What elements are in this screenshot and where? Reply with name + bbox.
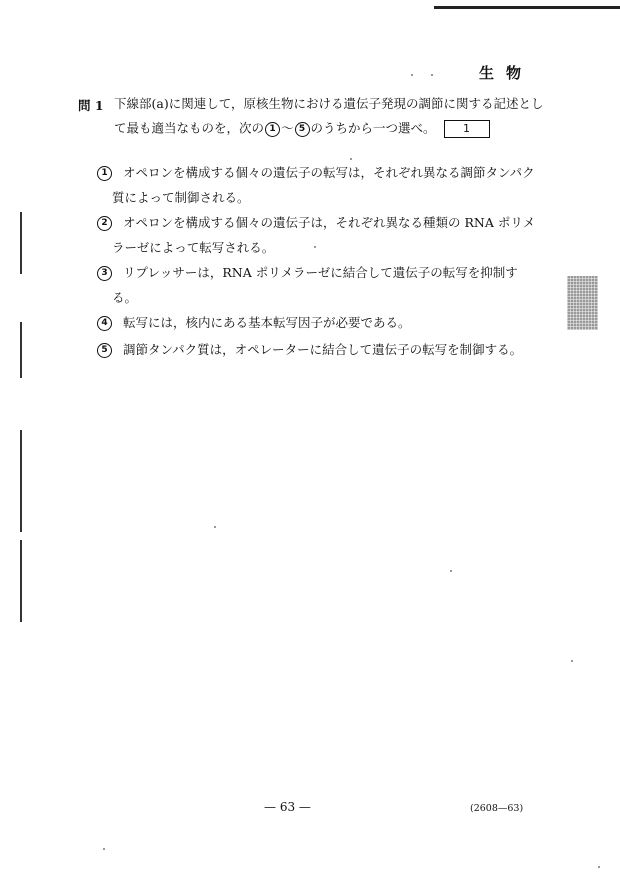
left-margin-mark bbox=[20, 430, 22, 532]
choice-5-line-1: 調節タンパク質は，オペレーターに結合して遺伝子の転写を制御する。 bbox=[123, 342, 523, 357]
scan-speck bbox=[431, 74, 433, 76]
subject-heading: 生物 bbox=[479, 64, 534, 82]
choice-number-2: 2 bbox=[97, 216, 112, 231]
scan-speck bbox=[350, 158, 352, 160]
scan-speck bbox=[214, 526, 216, 528]
scan-speck bbox=[598, 866, 600, 868]
answer-box: 1 bbox=[444, 120, 490, 138]
question-text-line-2 bbox=[114, 120, 490, 138]
left-margin-mark bbox=[20, 322, 22, 378]
range-start-number: 1 bbox=[265, 122, 280, 137]
page-number: — 63 — bbox=[264, 800, 311, 814]
range-end-number: 5 bbox=[295, 122, 310, 137]
top-rule bbox=[434, 6, 620, 9]
choice-number-3: 3 bbox=[97, 266, 112, 281]
scan-speck bbox=[314, 246, 316, 248]
choice-4-line-1: 転写には，核内にある基本転写因子が必要である。 bbox=[123, 315, 411, 330]
choice-number-5: 5 bbox=[97, 343, 112, 358]
left-margin-mark bbox=[20, 540, 22, 622]
scan-speck bbox=[450, 570, 452, 572]
question-text-before: て最も適当なものを，次の bbox=[114, 120, 265, 136]
range-separator: ～ bbox=[281, 120, 294, 136]
choice-1-line-2: 質によって制御される。 bbox=[112, 190, 250, 205]
question-label: 問 1 bbox=[78, 98, 104, 113]
scan-speck bbox=[103, 848, 105, 850]
section-tab-marker bbox=[567, 276, 598, 330]
choice-number-4: 4 bbox=[97, 316, 112, 331]
choice-2-line-2: ラーゼによって転写される。 bbox=[112, 240, 275, 255]
choice-number-1: 1 bbox=[97, 166, 112, 181]
scan-speck bbox=[411, 74, 413, 76]
choice-3-line-2: る。 bbox=[112, 290, 138, 305]
question-text-after: のうちから一つ選べ。 bbox=[310, 120, 436, 136]
choice-1-line-1: オペロンを構成する個々の遺伝子の転写は，それぞれ異なる調節タンパク bbox=[123, 165, 535, 180]
choice-2-line-1: オペロンを構成する個々の遺伝子は，それぞれ異なる種類の RNA ポリメ bbox=[123, 215, 536, 230]
question-text-line-1: 下線部(a)に関連して，原核生物における遺伝子発現の調節に関する記述とし bbox=[114, 96, 544, 111]
scan-speck bbox=[571, 660, 573, 662]
left-margin-mark bbox=[20, 212, 22, 274]
exam-code: (2608—63) bbox=[470, 803, 524, 814]
choice-3-line-1: リプレッサーは，RNA ポリメラーゼに結合して遺伝子の転写を抑制す bbox=[123, 265, 518, 280]
